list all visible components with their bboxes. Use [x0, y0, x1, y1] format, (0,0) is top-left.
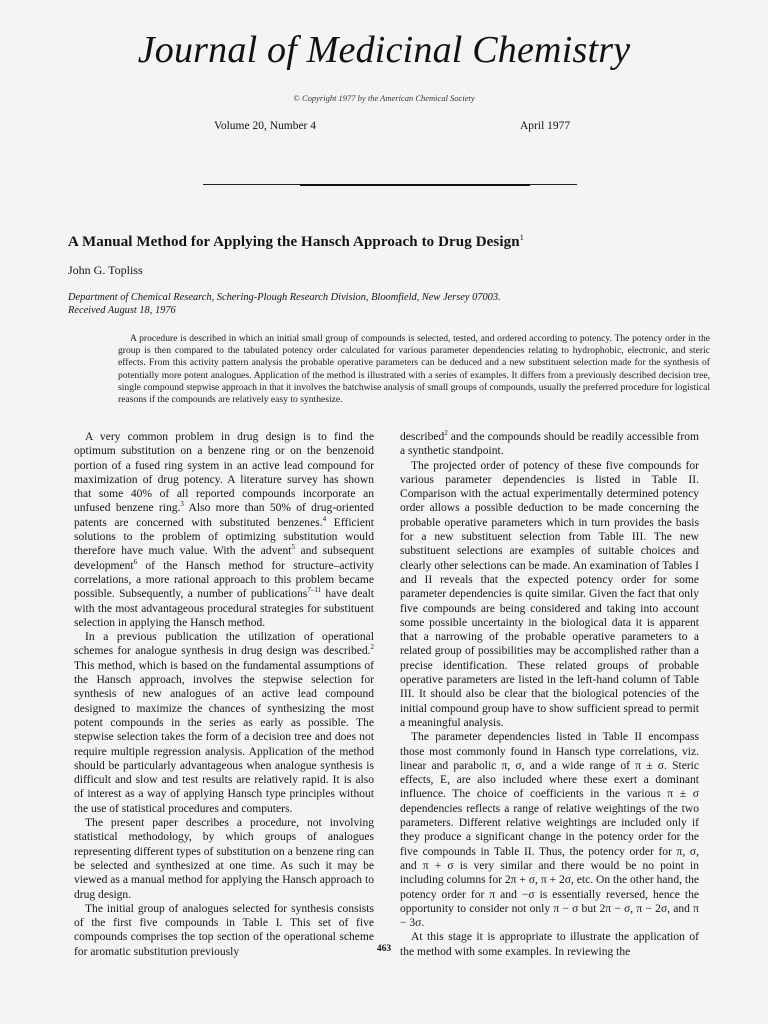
footnote-ref: 2: [370, 643, 374, 652]
footnote-ref: 7–11: [307, 586, 322, 595]
footnote-ref: 3: [180, 500, 184, 509]
header-rule-bold: [300, 184, 530, 186]
volume-issue: Volume 20, Number 4: [214, 120, 317, 132]
text-run: described: [400, 431, 445, 443]
text-run: Efficient solutions to the problem of optimizing substitution would therefore have much value. With the advent: [74, 516, 374, 558]
text-run: have dealt with the most advantageous procedural strategies for substituent selection in applying the Hansch method.: [74, 588, 374, 629]
text-run: This method, which is based on the fundamental assumptions of the Hansch approach, involves the stepwise selection for synthesis of new analogues of an active lead compound designed to maximize the chances of synthesizing the most potent compounds in the series as early as possible. The stepwise selection takes the form of a decision tree and does not require multiple regression analysis. Application of the method should be particularly advantageous when analogue synthesis is difficult and slow and test results are relatively rapid. It is also of interest as a way of applying Hansch type principles without the use of statistical procedures and computers.: [74, 659, 374, 815]
paragraph: [74, 630, 374, 816]
article-title-text: A Manual Method for Applying the Hansch Approach to Drug Design: [68, 234, 520, 250]
paragraph: The initial group of analogues selected for synthesis consists of the first five compounds in Table I. This set of five compounds comprises the top section of the operational scheme for aromatic substitution previously: [74, 902, 374, 958]
author-affiliation: [68, 292, 708, 317]
footnote-ref: 2: [444, 429, 448, 438]
paragraph: The projected order of potency of these five compounds for various parameter dependencies is listed in Table II. Comparison with the actual experimentally determined potency order allows a possible deduction to be made concerning the probable operative parameters which in turn provides the basis for a new substituent selection from Table III. The new substituent selections are examples of suitable choices and clearly other selections can be made. An examination of Tables I and II reveals that the expected potency order for some parameter dependencies is quite similar. Given the fact that only five compounds are being considered and taking into account some possible uncertainty in the biological data it is apparent that a narrowing of the probable operative parameters to a related group of possibilities may be accomplished rather than a precise identification. These related groups of probable operative parameters are listed in the left-hand column of Table III. It should also be clear that the biological potencies of the initial compound group have to show sufficient spread to permit a meaningful analysis.: [400, 459, 699, 729]
text-run: Also more than 50% of drug-oriented patents are concerned with substituted benzenes.: [74, 502, 374, 529]
paragraph: [400, 430, 699, 459]
text-run: and subsequent development: [74, 545, 374, 572]
affiliation-text: Department of Chemical Research, Schering-Plough Research Division, Bloomfield, New Jersey 07003.: [68, 292, 501, 303]
text-run: of the Hansch method for structure–activity correlations, a more rational approach to this problem became possible. Subsequently, a number of publications: [74, 559, 374, 601]
paragraph: The present paper describes a procedure, not involving statistical methodology, by which groups of analogues representing different types of substitution on a benzene ring can be selected and synthesized at one time. As such it may be viewed as a manual method for applying the Hansch approach to drug design.: [74, 817, 374, 901]
paragraph: [74, 430, 374, 630]
received-date: Received August 18, 1976: [68, 304, 176, 316]
text-run: and the compounds should be readily accessible from a synthetic standpoint.: [400, 431, 699, 458]
body-column-left: [74, 430, 374, 959]
footnote-ref: 6: [133, 557, 138, 566]
footnote-ref: 5: [291, 543, 295, 552]
paragraph: At this stage it is appropriate to illustrate the application of the method with some examples. In reviewing the: [400, 931, 699, 958]
text-run: In a previous publication the utilization of operational schemes for analogue synthesis in drug design was described.: [74, 631, 374, 658]
text-run: A very common problem in drug design is to find the optimum substitution on a benzene ring or on the benzenoid portion of a fused ring system in an active lead compound for maximization of drug potency. A literature survey has shown that some 40% of all reported compounds incorporate an unfused benzene ring.: [74, 431, 374, 515]
article-title: [68, 232, 524, 251]
title-footnote: 1: [519, 232, 525, 242]
copyright-notice: © Copyright 1977 by the American Chemical Society: [293, 93, 475, 103]
body-column-right: [400, 430, 699, 959]
footnote-ref: 4: [322, 514, 327, 523]
page-number: 463: [376, 944, 392, 954]
journal-title: Journal of Medicinal Chemistry: [137, 29, 631, 71]
abstract: A procedure is described in which an initial small group of compounds is selected, tested, and ordered according to potency. The potency order in the group is then compared to the tabulated potency order calculated for various parameter dependencies relating to hydrophobic, electronic, and steric effects. From this activity pattern analysis the probable operative parameters can be deduced and a new substituent selection made for the synthesis of potentially more potent analogues. Application of the method is illustrated with a series of examples. It differs from a previously described decision tree, single compound stepwise approach in that it involves the batchwise analysis of small groups of compounds, usually the preferred procedure for logistical reasons if the compounds are relatively easy to synthesize.: [118, 333, 710, 406]
paragraph: The parameter dependencies listed in Table II encompass those most commonly found in Hansch type correlations, viz. linear and parabolic π, σ, and a wide range of π ± σ. Steric effects, E, are also included where these exert a dominant influence. The choice of coefficients in the various π ± σ dependencies reflects a range of relative weightings of the two parameters. Different relative weightings are included only if they produce a significant change in the potency order for the five compounds in Table II. Thus, the potency order for π, σ, and π + σ is very similar and there would be no point in including columns for 2π + σ, π + 2σ, etc. On the other hand, the potency order for π and −σ is essentially reversed, hence the opportunity to consider not only π − σ but 2π − σ, π − 2σ, and π − 3σ.: [400, 731, 699, 930]
author-name: John G. Topliss: [68, 263, 143, 277]
issue-date: April 1977: [520, 120, 571, 132]
